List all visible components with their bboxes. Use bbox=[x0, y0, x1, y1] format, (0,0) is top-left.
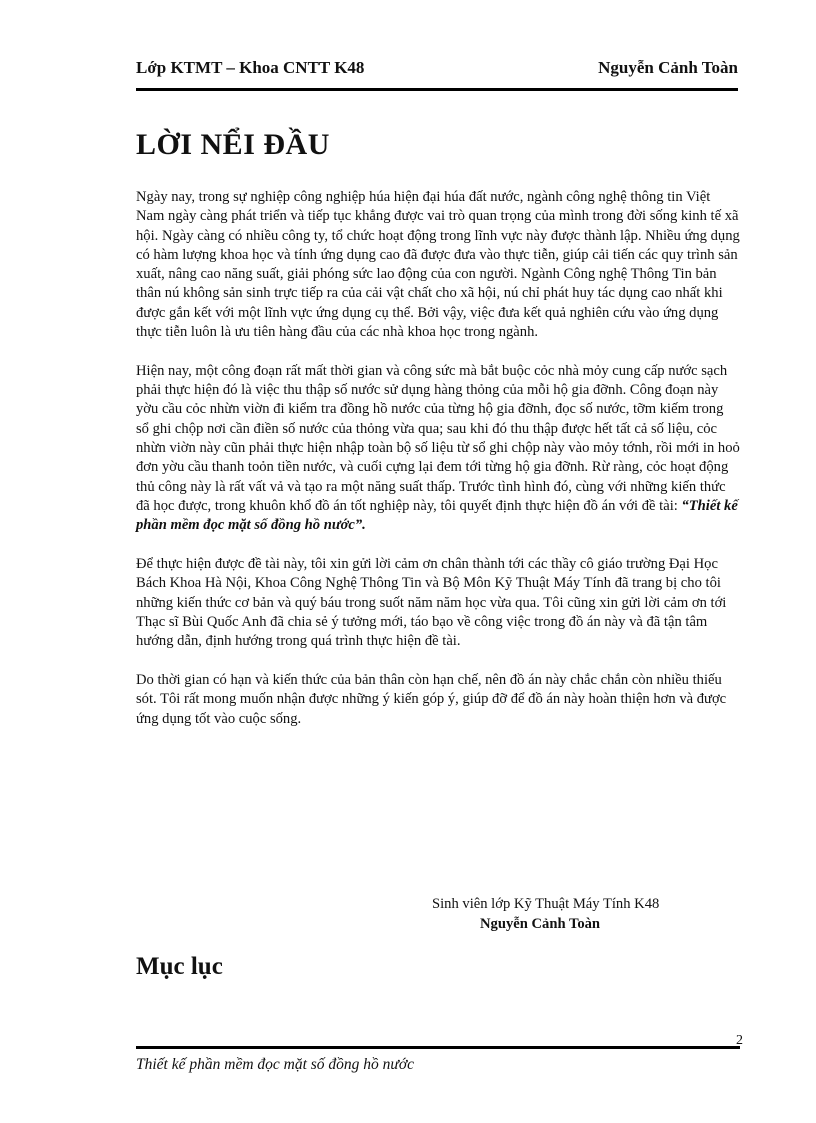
footer-title: Thiết kế phần mềm đọc mặt số đồng hồ nước bbox=[136, 1056, 415, 1073]
paragraph-closing: Do thời gian có hạn và kiến thức của bản thân còn hạn chế, nên đồ án này chắc chắn còn nhiều thiếu sót. Tôi rất mong muốn nhận được những ý kiến góp ý, giúp đỡ để đồ án này hoàn thiện hơn và được ứng dụng tốt vào cuộc sống. bbox=[136, 672, 727, 727]
signature-role: Sinh viên lớp Kỹ Thuật Máy Tính K48 bbox=[432, 896, 660, 912]
thesis-title: “Thiết kế phần mềm đọc mặt số đồng hồ nước”. bbox=[136, 497, 738, 534]
header-divider bbox=[136, 88, 738, 91]
paragraph-intro: Ngày nay, trong sự nghiệp công nghiệp húa hiện đại húa đất nước, ngành công nghệ thông tin Việt Nam ngày càng phát triển và tiếp tục khẳng được vai trò quan trọng của mình trong đời sống kinh tế xã hội. Ngày càng có nhiều công ty, tổ chức hoạt động trong lĩnh vực này được thành lập. Nhiều ứng dụng có hàm lượng khoa học và tính ứng dụng cao đã được đưa vào thực tiễn, giúp cải tiến các quy trình sản xuất, nâng cao năng suất, giải phóng sức lao động của con người. Ngành Công nghệ Thông Tin bản thân nú không sản sinh trực tiếp ra của cải vật chất cho xã hội, nú chỉ phát huy tác dụng cao nhất khi được gắn kết với một lĩnh vực ứng dụng cụ thể. Bởi vậy, việc đưa kết quả nghiên cứu vào ứng dụng thực tiễn luôn là ưu tiên hàng đầu của các nhà khoa học trong ngành. bbox=[136, 189, 740, 341]
toc-heading: Mục lục bbox=[136, 953, 223, 980]
paragraph-problem-text: Hiện nay, một công đoạn rất mất thời gian và công sức mà bắt buộc cỏc nhà mỏy cung cấp nước sạch phải thực hiện đó là việc thu thập số nước sử dụng hàng thỏng của mỗi hộ gia đỡnh. Công đoạn này yờu cầu cỏc nhừn viờn đi kiểm tra đồng hồ nước của từng hộ gia đỡnh, đọc số nước, tỡm kiếm trong sổ ghi chộp nơi cần điền số nước của thỏng vừa qua; sau khi đó thu thập được hết tất cả số liệu, cỏc nhừn viờn này cũn phải thực hiện nhập toàn bộ số liệu từ sổ ghi chộp này vào mỏy tớnh, rồi mới in hoỏ đơn yờu cầu thanh toỏn tiền nước, và cuối cựng lại đem tới từng hộ gia đỡnh. Rừ ràng, cỏc hoạt động thủ công này là rất vất vả và tạo ra một năng suất thấp. Trước tình hình đó, cùng với những kiến thức đã học được, trong khuôn khổ đồ án tốt nghiệp này, tôi quyết định thực hiện đồ án với đề tài: bbox=[136, 362, 740, 514]
footer-divider bbox=[136, 1046, 740, 1049]
header-class-label: Lớp KTMT – Khoa CNTT K48 bbox=[136, 58, 365, 77]
header-author-name: Nguyễn Cảnh Toàn bbox=[598, 58, 738, 77]
document-body bbox=[136, 188, 740, 748]
page-header bbox=[136, 58, 738, 80]
page-title: LỜI NỂI ĐẦU bbox=[136, 128, 330, 161]
signature-name: Nguyễn Cảnh Toàn bbox=[480, 916, 601, 932]
paragraph-thanks: Để thực hiện được đề tài này, tôi xin gửi lời cảm ơn chân thành tới các thầy cô giáo trường Đại Học Bách Khoa Hà Nội, Khoa Công Nghệ Thông Tin và Bộ Môn Kỹ Thuật Máy Tính đã trang bị cho tôi những kiến thức cơ bản và quý báu trong suốt năm năm học vừa qua. Tôi cũng xin gửi lời cảm ơn tới Thạc sĩ Bùi Quốc Anh đã chia sẻ ý tưởng mới, táo bạo về công việc trong đồ án này và đã tận tâm hướng dẫn, định hướng trong quá trình thực hiện đề tài. bbox=[136, 556, 727, 650]
paragraph-problem bbox=[136, 362, 740, 536]
page-number: 2 bbox=[736, 1033, 743, 1048]
signature-block bbox=[432, 894, 659, 934]
